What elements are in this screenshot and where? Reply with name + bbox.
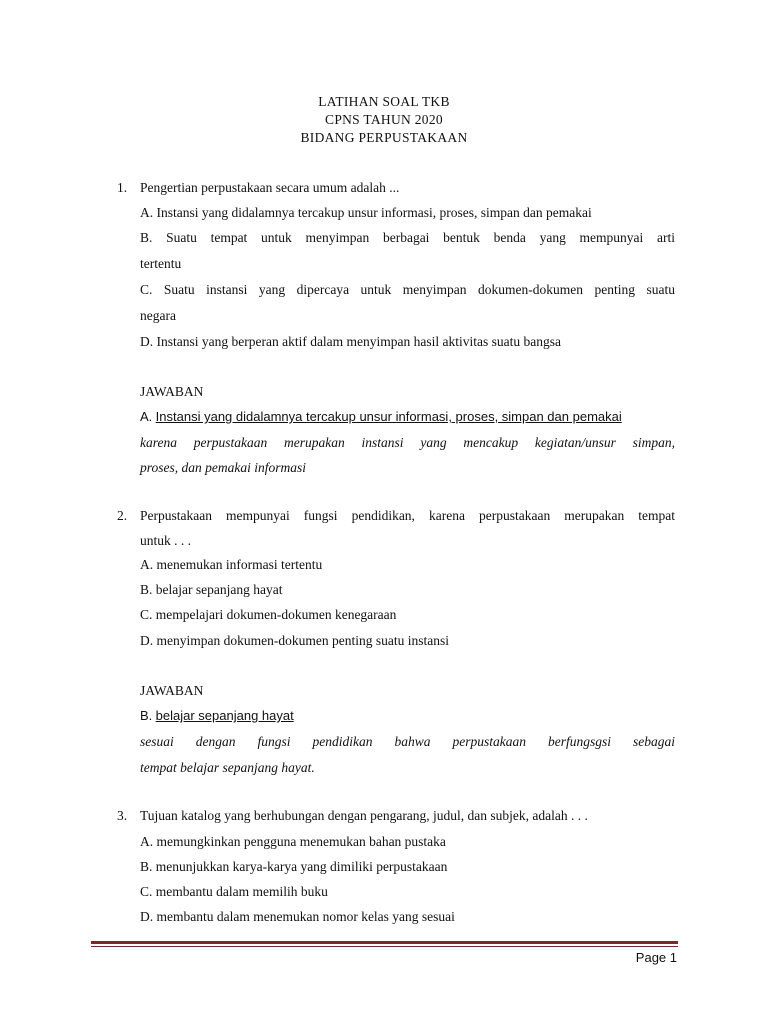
footer-rule-thick [91,941,678,944]
answer-2-explanation-line1: sesuai dengan fungsi pendidikan bahwa perpustakaan berfungsgsi sebagai [140,734,675,749]
question-1-option-d: D. Instansi yang berperan aktif dalam menyimpan hasil aktivitas suatu bangsa [140,334,562,349]
question-3-option-d: D. membantu dalam menemukan nomor kelas yang sesuai [140,909,455,924]
doc-title-line1: LATIHAN SOAL TKB [318,94,450,109]
answer-1-text: Instansi yang didalamnya tercakup unsur informasi, proses, simpan dan pemakai [155,409,622,424]
answer-1-explanation-line1: karena perpustakaan merupakan instansi yang mencakup kegiatan/unsur simpan, [140,435,675,450]
footer-rule-thin [91,946,678,947]
question-3-option-b: B. menunjukkan karya-karya yang dimiliki perpustakaan [140,859,448,874]
question-2-option-d: D. menyimpan dokumen-dokumen penting suatu instansi [140,633,449,648]
doc-title-line2: CPNS TAHUN 2020 [325,112,443,127]
question-3-option-c: C. membantu dalam memilih buku [140,884,328,899]
question-1-text: Pengertian perpustakaan secara umum adalah ... [140,180,400,195]
question-2-option-a: A. menemukan informasi tertentu [140,557,323,572]
question-2-option-c: C. mempelajari dokumen-dokumen kenegaraan [140,607,397,622]
answer-1-explanation-line2: proses, dan pemakai informasi [140,460,306,475]
question-1-number: 1. [117,180,128,195]
doc-title-line3: BIDANG PERPUSTAKAAN [300,130,468,145]
question-1-option-c-cont: negara [140,308,176,323]
answer-1-line [140,409,622,425]
question-2-text-cont: untuk . . . [140,533,192,548]
answer-1-letter: A. [140,409,153,424]
answer-2-line [140,708,294,724]
answer-2-text: belajar sepanjang hayat [155,708,294,723]
question-3-number: 3. [117,808,128,823]
answer-1-label: JAWABAN [140,384,204,399]
page-number: Page 1 [635,950,677,965]
question-1-option-c: C. Suatu instansi yang dipercaya untuk menyimpan dokumen-dokumen penting suatu [140,282,675,297]
answer-2-explanation-line2: tempat belajar sepanjang hayat. [140,760,315,775]
question-3-text: Tujuan katalog yang berhubungan dengan pengarang, judul, dan subjek, adalah . . . [140,808,588,823]
question-2-number: 2. [117,508,128,523]
answer-2-letter: B. [140,708,153,723]
question-3-option-a: A. memungkinkan pengguna menemukan bahan pustaka [140,834,446,849]
question-2-text: Perpustakaan mempunyai fungsi pendidikan, karena perpustakaan merupakan tempat [140,508,675,523]
question-1-option-b-cont: tertentu [140,256,182,271]
question-1-option-a: A. Instansi yang didalamnya tercakup unsur informasi, proses, simpan dan pemakai [140,205,592,220]
question-1-option-b: B. Suatu tempat untuk menyimpan berbagai bentuk benda yang mempunyai arti [140,230,675,245]
question-2-option-b: B. belajar sepanjang hayat [140,582,283,597]
answer-2-label: JAWABAN [140,683,204,698]
